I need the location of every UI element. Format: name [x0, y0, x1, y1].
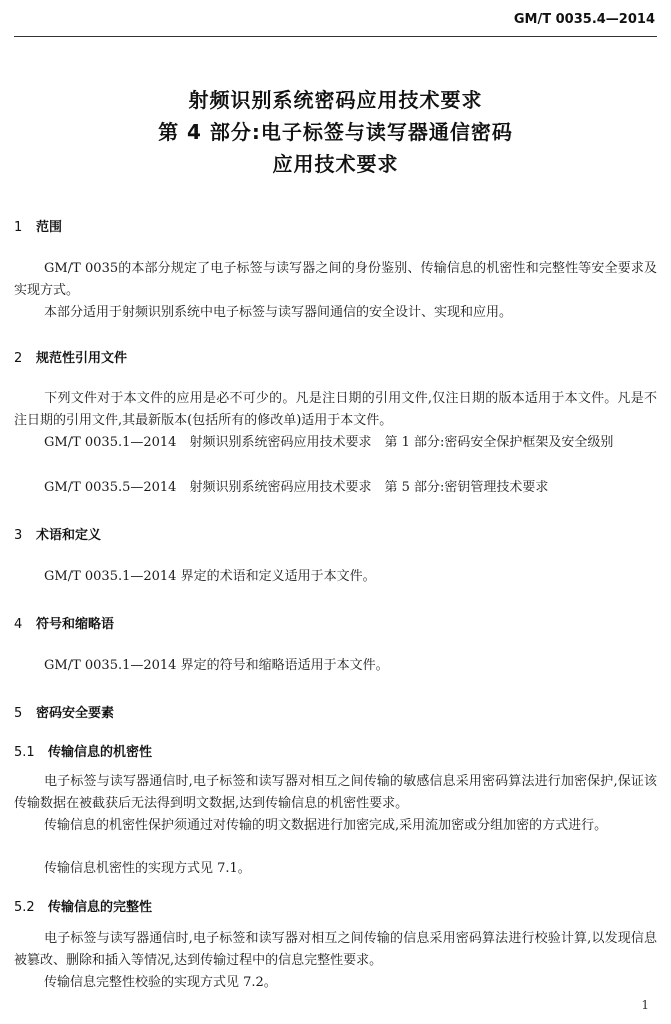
reference-item: [14, 477, 657, 499]
reference-text: GM/T 0035.1—2014 射频识别系统密码应用技术要求 第 1 部分:密码安全保护框架及安全级别: [44, 435, 614, 450]
reference-text: GM/T 0035.5—2014 射频识别系统密码应用技术要求 第 5 部分:密钥管理技术要求: [44, 480, 549, 495]
subsection-title: 传输信息的机密性: [48, 745, 153, 760]
page-number: 1: [641, 998, 649, 1012]
paragraph-text: 下列文件对于本文件的应用是必不可少的。凡是注日期的引用文件,仅注日期的版本适用于本文件。凡是不注日期的引用文件,其最新版本(包括所有的修改单)适用于本文件。: [14, 391, 657, 428]
section-5-heading: [14, 702, 114, 721]
paragraph: [14, 815, 657, 837]
paragraph-text: 传输信息的机密性保护须通过对传输的明文数据进行加密完成,采用流加密或分组加密的方式进行。: [44, 818, 608, 833]
paragraph: [14, 858, 657, 880]
reference-item: [14, 432, 657, 454]
title-line-1: 射频识别系统密码应用技术要求: [188, 88, 483, 112]
section-title: 密码安全要素: [36, 706, 115, 721]
paragraph-text: GM/T 0035的本部分规定了电子标签与读写器之间的身份鉴别、传输信息的机密性和完整性等安全要求及实现方式。: [14, 261, 657, 298]
paragraph-text: 传输信息机密性的实现方式见 7.1。: [44, 861, 251, 876]
section-number: 4: [14, 617, 23, 632]
section-title: 符号和缩略语: [36, 617, 115, 632]
paragraph: [14, 258, 657, 301]
section-title: 规范性引用文件: [36, 351, 128, 366]
subsection-5-1-heading: [14, 741, 152, 760]
standard-code: GM/T 0035.4—2014: [513, 12, 655, 27]
section-3-heading: [14, 524, 101, 543]
paragraph-text: 本部分适用于射频识别系统中电子标签与读写器间通信的安全设计、实现和应用。: [44, 305, 513, 320]
paragraph: [14, 655, 657, 677]
paragraph-text: 传输信息完整性校验的实现方式见 7.2。: [44, 975, 277, 990]
section-title: 术语和定义: [36, 528, 102, 543]
subsection-number: 5.2: [14, 900, 35, 915]
header-rule: [14, 36, 657, 37]
subsection-5-2-heading: [14, 896, 152, 915]
section-title: 范围: [36, 220, 63, 235]
section-number: 2: [14, 351, 23, 366]
section-1-heading: [14, 216, 62, 235]
section-2-heading: [14, 347, 127, 366]
subsection-title: 传输信息的完整性: [48, 900, 153, 915]
paragraph-text: GM/T 0035.1—2014 界定的符号和缩略语适用于本文件。: [44, 658, 389, 673]
paragraph-text: 电子标签与读写器通信时,电子标签和读写器对相互之间传输的信息采用密码算法进行校验计算,以发现信息被篡改、删除和插入等情况,达到传输过程中的信息完整性要求。: [14, 931, 657, 968]
paragraph: [14, 566, 657, 588]
section-number: 5: [14, 706, 23, 721]
section-4-heading: [14, 613, 114, 632]
section-number: 3: [14, 528, 23, 543]
section-number: 1: [14, 220, 23, 235]
paragraph-text: GM/T 0035.1—2014 界定的术语和定义适用于本文件。: [44, 569, 376, 584]
paragraph: [14, 928, 657, 971]
document-title: [0, 84, 671, 180]
title-line-3: 应用技术要求: [272, 152, 399, 176]
subsection-number: 5.1: [14, 745, 35, 760]
paragraph-text: 电子标签与读写器通信时,电子标签和读写器对相互之间传输的敏感信息采用密码算法进行加密保护,保证该传输数据在被截获后无法得到明文数据,达到传输信息的机密性要求。: [14, 774, 657, 811]
paragraph: [14, 302, 657, 324]
paragraph: [14, 771, 657, 814]
paragraph: [14, 972, 657, 994]
title-line-2: 第 4 部分:电子标签与读写器通信密码: [158, 120, 513, 144]
paragraph: [14, 388, 657, 431]
